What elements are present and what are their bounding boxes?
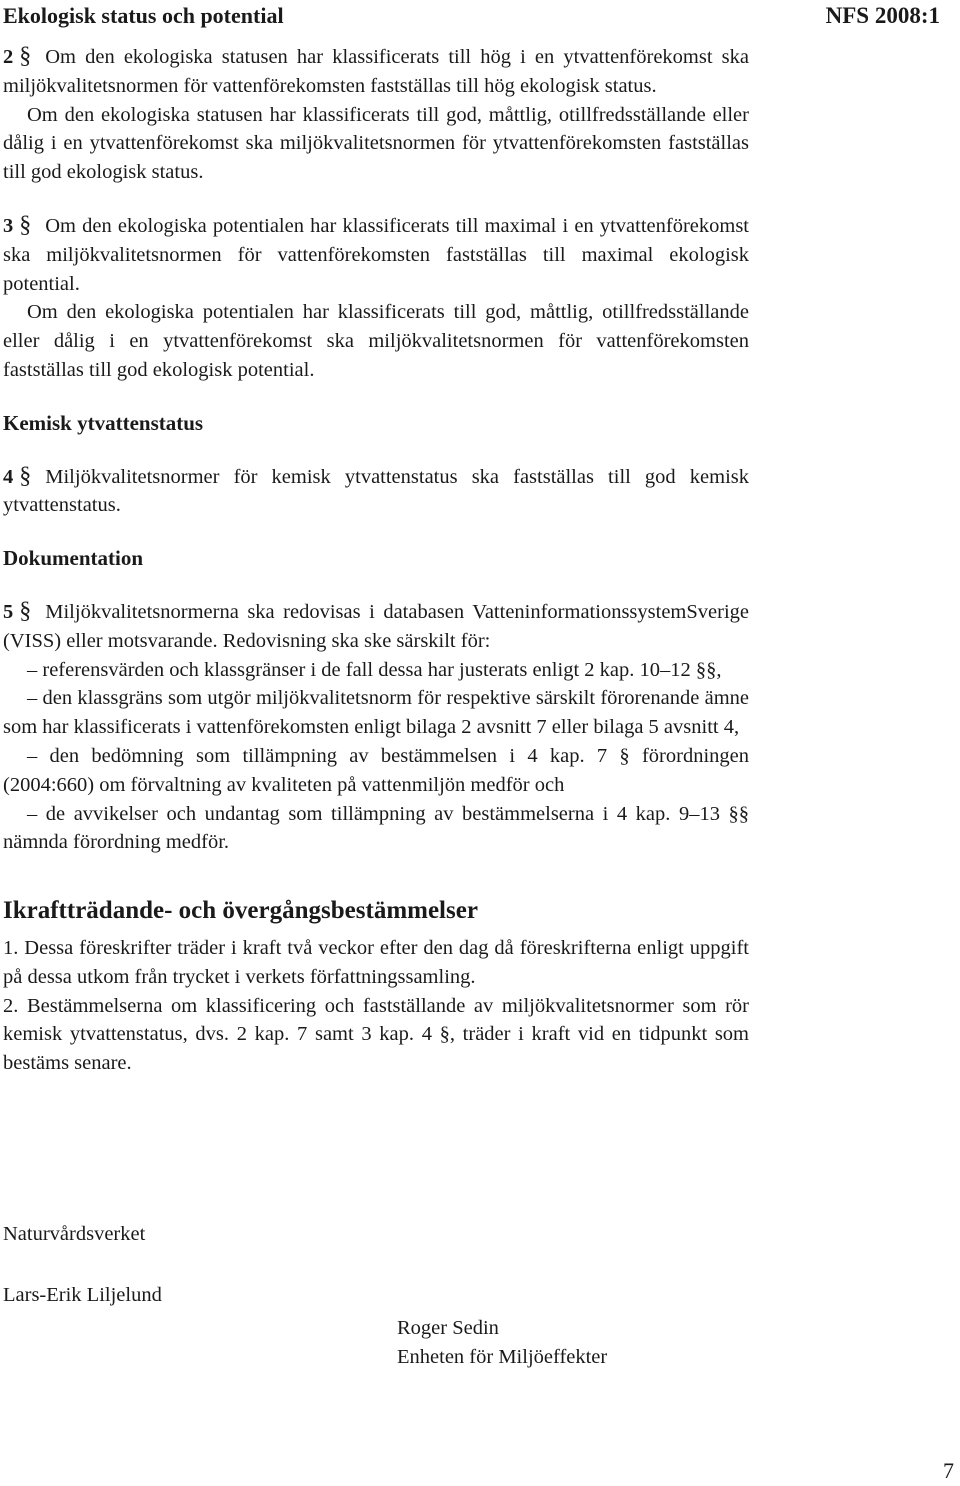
section-5-number: 5 (3, 600, 14, 623)
signature-unit: Enheten för Miljöeffekter (397, 1346, 608, 1368)
section-2-paragraph-1 (3, 42, 749, 101)
section-5-text-1: Miljökvalitetsnormerna ska redovisas i databasen VatteninformationssystemSverige (VISS) eller motsvarande. Redovisning ska ske särskilt för: (3, 600, 749, 652)
section-4-text-1: Miljökvalitetsnormer för kemisk ytvattenstatus ska fastställas till god kemisk ytvattenstatus. (3, 465, 749, 517)
section-sign: § (19, 597, 32, 624)
section-4-number: 4 (3, 465, 14, 488)
section-3-text-2: Om den ekologiska potentialen har klassificerats till god, måttlig, otillfredsställande eller dålig i en ytvattenförekomst ska miljökvalitetsnormen för vattenförekomsten fastställas till god ekologisk potential. (3, 301, 749, 381)
page-number: 7 (943, 1458, 954, 1483)
section-sign: § (19, 211, 32, 238)
section-3-paragraph-1 (3, 211, 749, 298)
section-5-paragraph-1 (3, 597, 749, 656)
regulation-code: NFS 2008:1 (825, 3, 940, 28)
list-item: – referensvärden och klassgränser i de fall dessa har justerats enligt 2 kap. 10–12 §§, (27, 658, 722, 681)
list-item: – de avvikelser och undantag som tillämpning av bestämmelserna i 4 kap. 9–13 §§ nämnda förordning medför. (3, 802, 749, 854)
section-2-number: 2 (3, 46, 14, 68)
document-body (3, 42, 749, 1078)
ikraft-item-2: 2. Bestämmelserna om klassificering och fastställande av miljökvalitetsnormer som rör kemisk ytvattenstatus, dvs. 2 kap. 7 samt 3 kap. 4 §, träder i kraft vid en tidpunkt som bestäms senare. (3, 994, 749, 1075)
section-2-text-1: Om den ekologiska statusen har klassificerats till hög i en ytvattenförekomst ska miljökvalitetsnormen för vattenförekomsten fastställas till hög ekologisk status. (3, 46, 749, 97)
signature-block-2 (397, 1314, 607, 1372)
list-item: – den klassgräns som utgör miljökvalitetsnorm för respektive särskilt förorenande ämne som har klassificerats i vattenförekomsten enligt bilaga 2 avsnitt 7 eller bilaga 5 avsnitt 4, (3, 687, 749, 739)
section-3-number: 3 (3, 214, 14, 237)
running-header-title: Ekologisk status och potential (3, 3, 284, 28)
ikraft-item-1: 1. Dessa föreskrifter träder i kraft två veckor efter den dag då föreskrifterna enligt uppgift på dessa utkom från trycket i verkets författningssamling. (3, 936, 749, 988)
signature-name-2: Roger Sedin (397, 1317, 499, 1339)
section-4-paragraph-1 (3, 462, 749, 521)
list-item: – den bedömning som tillämpning av bestämmelsen i 4 kap. 7 § förordningen (2004:660) om förvaltning av kvaliteten på vattenmiljön medför och (3, 744, 749, 796)
heading-ikrafttradande: Ikraftträdande- och övergångsbestämmelser (3, 897, 478, 925)
section-2-text-2: Om den ekologiska statusen har klassificerats till god, måttlig, otillfredsställande eller dålig i en ytvattenförekomst ska miljökvalitetsnormen för ytvattenförekomsten fastställas till god ekologisk status. (3, 103, 749, 184)
signature-agency: Naturvårdsverket (3, 1223, 146, 1245)
section-sign: § (19, 43, 32, 69)
section-3-text-1: Om den ekologiska potentialen har klassificerats till maximal i en ytvattenförekomst ska miljökvalitetsnormen för vattenförekomsten fastställas till maximal ekologisk potential. (3, 214, 749, 295)
heading-dokumentation: Dokumentation (3, 546, 144, 571)
heading-kemisk-ytvattenstatus: Kemisk ytvattenstatus (3, 410, 204, 435)
section-sign: § (19, 462, 32, 489)
signature-name-1: Lars-Erik Liljelund (3, 1284, 162, 1306)
